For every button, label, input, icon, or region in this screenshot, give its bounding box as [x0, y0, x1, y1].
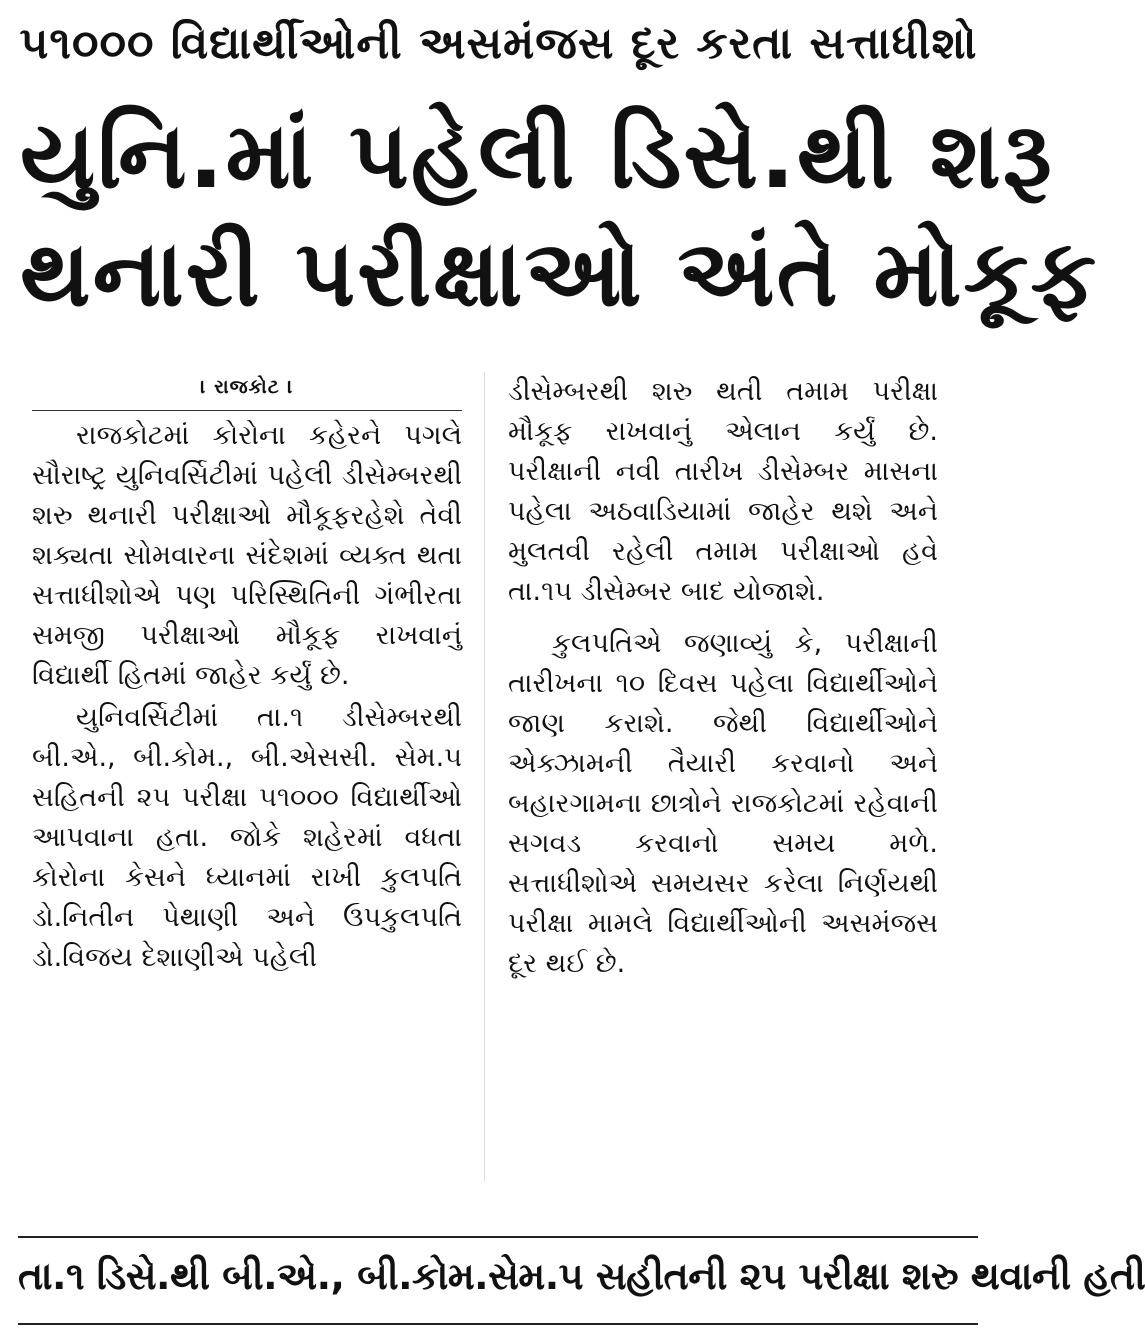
- right-paragraph-2: કુલપતિએ જણાવ્યું કે, પરીક્ષાની તારીખના ૧૦ દિવસ પહેલા વિદ્યાર્થીઓને જાણ કરાશે. જેથી વિદ્યાર્થીઓને એક્ઝામની તૈયારી કરવાનો અને બહારગામના છાત્રોને રાજકોટમાં રહેવાની સગવડ કરવાનો સમય મળે. સત્તાધીશોએ સમયસર કરેલા નિર્ણયથી પરીક્ષા મામલે વિદ્યાર્થીઓની અસમંજસ દૂર થઈ છે.: [508, 628, 938, 979]
- kicker-headline: ૫૧૦૦૦ વિદ્યાર્થીઓની અસમંજસ દૂર કરતા સત્તાધીશો: [19, 18, 978, 69]
- main-headline-line-2: થનારી પરીક્ષાઓ અંતે મોકૂફ: [20, 220, 1099, 327]
- right-paragraph-1: ડીસેમ્બરથી શરુ થતી તમામ પરીક્ષા મૌકૂફ રાખવાનું એલાન કર્યું છે. પરીક્ષાની નવી તારીખ ડીસેમ્બર માસના પહેલા અઠવાડિયામાં જાહેર થશે અને મુલતવી રહેલી તમામ પરીક્ષાઓ હવે તા.૧૫ ડીસેમ્બર બાદ યોજાશે.: [508, 376, 938, 607]
- left-paragraph-1: રાજકોટમાં કોરોના કહેરને પગલે સૌરાષ્ટ્ર યુનિવર્સિટીમાં પહેલી ડીસેમ્બરથી શરુ થનારી પરીક્ષાઓ મૌકૂફરહેશે તેવી શક્યતા સોમવારના સંદેશમાં વ્યક્ત થતા સત્તાધીશોએ પણ પરિસ્થિતિની ગંભીરતા સમજી પરીક્ષાઓ મૌકૂફ રાખવાનું વિદ્યાર્થી હિતમાં જાહેર કર્યું છે.: [32, 420, 462, 691]
- footer-rule-bottom: [18, 1323, 978, 1325]
- main-headline-line-1: યુનિ.માં પહેલી ડિસે.થી શરૂ: [20, 102, 1054, 209]
- column-divider: [484, 372, 485, 1182]
- article-column-left: [32, 416, 462, 978]
- dateline: । રાજકોટ ।: [200, 376, 294, 398]
- left-paragraph-2: યુનિવર્સિટીમાં તા.૧ ડીસેમ્બરથી બી.એ., બી.કોમ., બી.એસસી. સેમ.૫ સહિતની ૨૫ પરીક્ષા ૫૧૦૦૦ વિદ્યાર્થીઓ આપવાના હતા. જોકે શહેરમાં વધતા કોરોના કેસને ધ્યાનમાં રાખી કુલપતિ ડો.નિતીન પેથાણી અને ઉપકુલપતિ ડો.વિજય દેશાણીએ પહેલી: [32, 702, 462, 973]
- footer-highlight: તા.૧ ડિસે.થી બી.એ., બી.કોમ.સેમ.૫ સહીતની ૨૫ પરીક્ષા શરુ થવાની હતી: [18, 1254, 1145, 1298]
- footer-rule-top: [18, 1236, 978, 1238]
- dateline-block: [32, 372, 462, 411]
- article-column-right: [508, 372, 938, 984]
